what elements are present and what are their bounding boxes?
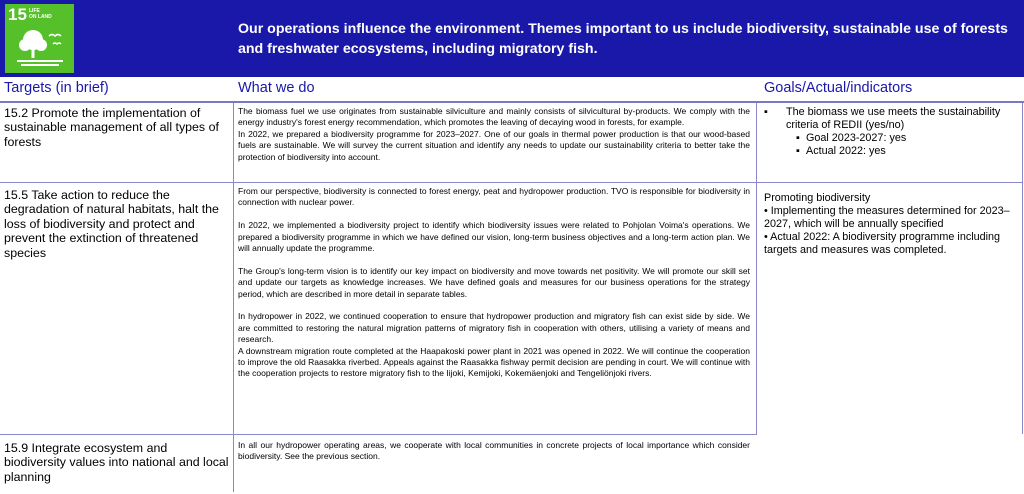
goals-item-1: • Implementing the measures determined for 2023–2027, which will be annually specified xyxy=(764,205,1010,230)
what-15-2-para-1: The biomass fuel we use originates from sustainable silviculture and mainly consists of silvicultural by-products. We comply with the energy industry's forest energy recommendation, which promotes the leaving of decaying wood in forests, for example. xyxy=(238,106,750,128)
bullet-mark: ▪ xyxy=(764,106,768,118)
header-band xyxy=(0,0,1024,77)
goals-item-2: • Actual 2022: A biodiversity programme including targets and measures was completed. xyxy=(764,231,1001,256)
sdg-title xyxy=(29,8,52,20)
header-divider xyxy=(0,101,1024,103)
goal-bullet-text: The biomass we use meets the sustainability criteria of REDII (yes/no) xyxy=(786,106,1001,131)
goals-15-5 xyxy=(764,192,1020,257)
tree-birds-icon xyxy=(15,26,65,68)
sdg-title-line-1: LIFE xyxy=(29,8,40,14)
sdg-15-logo xyxy=(5,4,74,73)
column-divider-3 xyxy=(1022,103,1023,434)
what-15-5-para-5: A downstream migration route completed at the Haapakoski power plant in 2021 was opened in 2022. We will continue the cooperation to improve the old Raasakka riverbed. Appeals against the Raasakka fishway permit decision are pending in court. We will continue with the cooperation projects to restore migratory fish to the Iijoki, Kemijoki, Kokemäenjoki and Tengeliönjoki rivers. xyxy=(238,345,750,379)
column-header-what-we-do: What we do xyxy=(238,80,315,96)
what-15-9 xyxy=(238,440,750,463)
goals-15-2 xyxy=(764,106,1020,158)
what-15-5-para-1: From our perspective, biodiversity is connected to forest energy, peat and hydropower production. TVO is responsible for biodiversity in connection with nuclear power. xyxy=(238,186,750,208)
what-15-9-para-1: In all our hydropower operating areas, we cooperate with local communities in concrete projects of local importance which consider biodiversity. See the previous section. xyxy=(238,440,750,462)
sdg-title-line-2: ON LAND xyxy=(29,14,52,20)
goal-sub-text: Goal 2023-2027: yes xyxy=(806,132,907,144)
what-15-5-para-3: The Group's long-term vision is to identify our key impact on biodiversity and move towards net positivity. We will promote our skill set and update our targets as knowledge increases. We have defined goals and measures for our business operations for the strategy period, which are described in more detail in separate tables. xyxy=(238,265,750,299)
what-15-5 xyxy=(238,186,750,380)
what-15-5-para-4: In hydropower in 2022, we continued cooperation to ensure that hydropower production and migratory fish can exist side by side. We are committed to restoring the natural migration patterns of migratory fish in cooperation with others, utilising a variety of means and research. xyxy=(238,311,750,345)
goal-sub-item xyxy=(796,132,1020,145)
goal-sub-item xyxy=(796,145,1020,158)
what-15-5-para-2: In 2022, we implemented a biodiversity project to identify which biodiversity issues were related to Pohjolan Voima's operations. We prepared a biodiversity programme in which we have defined our vision, long-term business objectives and a long-term action plan. We will annually update the programme. xyxy=(238,220,750,254)
row-divider-2 xyxy=(0,434,757,435)
target-15-5: 15.5 Take action to reduce the degradation of natural habitats, halt the loss of biodiversity and protect and prevent the extinction of threatened species xyxy=(4,188,219,260)
column-header-goals: Goals/Actual/indicators xyxy=(764,80,913,96)
goals-heading: Promoting biodiversity xyxy=(764,192,871,204)
column-divider-2 xyxy=(756,103,757,434)
sdg-number: 15 xyxy=(8,5,27,24)
sub-bullet-mark: ▪ xyxy=(796,145,800,157)
row-divider-1 xyxy=(0,182,1022,183)
what-15-2 xyxy=(238,106,750,163)
column-header-targets: Targets (in brief) xyxy=(4,80,109,96)
goal-bullet xyxy=(764,106,1020,132)
goal-sub-text: Actual 2022: yes xyxy=(806,145,886,157)
what-15-2-para-2: In 2022, we prepared a biodiversity programme for 2023–2027. One of our goals in thermal power production is that our wood-based fuels are sustainable. We will survey the current situation and identify any needs to update our sustainability criteria to better take the protection of biodiversity into account. xyxy=(238,128,750,162)
target-15-2: 15.2 Promote the implementation of sustainable management of all types of forests xyxy=(4,106,219,149)
header-statement: Our operations influence the environment. Themes important to us include biodiversity, sustainable use of forests and freshwater ecosystems, including migratory fish. xyxy=(238,21,1008,57)
target-15-9: 15.9 Integrate ecosystem and biodiversity values into national and local planning xyxy=(4,441,229,484)
sub-bullet-mark: ▪ xyxy=(796,132,800,144)
